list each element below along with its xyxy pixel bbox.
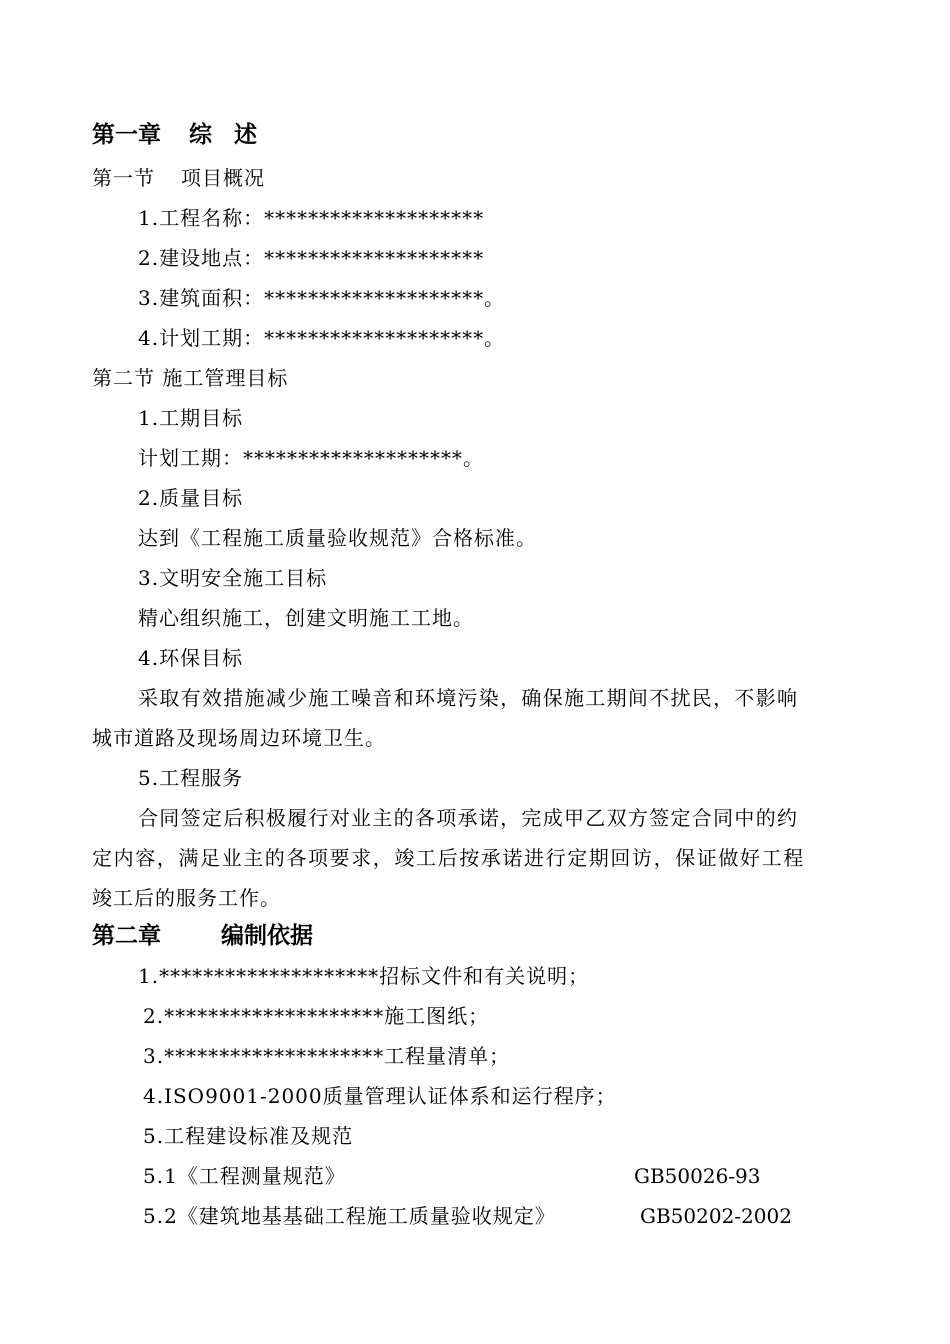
goal-5-text-line-2: 定内容，满足业主的各项要求，竣工后按承诺进行定期回访，保证做好工程: [92, 846, 805, 870]
chapter-1-title-char-2: 述: [234, 122, 257, 148]
goal-3-text: 精心组织施工，创建文明施工工地。: [138, 606, 474, 630]
project-name-item: 1.工程名称：********************: [138, 206, 485, 230]
standard-1-name: 5.1《工程测量规范》: [143, 1164, 346, 1188]
section-1-label: 第一节: [92, 166, 155, 190]
chapter-2-label: 第二章: [92, 923, 161, 949]
goal-5-text-line-1: 合同签定后积极履行对业主的各项承诺，完成甲乙双方签定合同中的约: [138, 806, 799, 830]
goal-1-title: 1.工期目标: [138, 406, 244, 430]
goal-4-text-line-1: 采取有效措施减少施工噪音和环境污染，确保施工期间不扰民，不影响: [138, 686, 799, 710]
basis-item-2: 2.********************施工图纸；: [143, 1004, 490, 1028]
chapter-2-title: 编制依据: [221, 923, 313, 949]
section-1-title: 项目概况: [181, 166, 265, 190]
chapter-1-label: 第一章: [92, 122, 161, 148]
standard-2-name: 5.2《建筑地基基础工程施工质量验收规定》: [143, 1204, 556, 1228]
basis-item-5: 5.工程建设标准及规范: [143, 1124, 354, 1148]
basis-item-1: 1.********************招标文件和有关说明；: [138, 964, 590, 988]
goal-5-title: 5.工程服务: [138, 766, 244, 790]
goal-1-text: 计划工期：********************。: [138, 446, 484, 470]
chapter-1-heading: [92, 121, 257, 149]
standard-2-code: GB50202-2002: [640, 1204, 792, 1228]
basis-item-3: 3.********************工程量清单；: [143, 1044, 511, 1068]
goal-5-text-line-3: 竣工后的服务工作。: [92, 886, 281, 910]
standard-1-code: GB50026-93: [634, 1164, 761, 1188]
building-area-item: 3.建筑面积：********************。: [138, 286, 506, 310]
section-2-heading: 第二节 施工管理目标: [92, 366, 289, 390]
goal-3-title: 3.文明安全施工目标: [138, 566, 328, 590]
chapter-2-heading: [92, 922, 313, 950]
section-1-heading: [92, 164, 265, 192]
goal-4-title: 4.环保目标: [138, 646, 244, 670]
basis-item-4: 4.ISO9001-2000质量管理认证体系和运行程序；: [143, 1084, 617, 1108]
goal-2-text: 达到《工程施工质量验收规范》合格标准。: [138, 526, 537, 550]
goal-4-text-line-2: 城市道路及现场周边环境卫生。: [92, 726, 386, 750]
project-location-item: 2.建设地点：********************: [138, 246, 485, 270]
planned-duration-item: 4.计划工期：********************。: [138, 326, 506, 350]
goal-2-title: 2.质量目标: [138, 486, 244, 510]
chapter-1-title-char-1: 综: [189, 122, 212, 148]
